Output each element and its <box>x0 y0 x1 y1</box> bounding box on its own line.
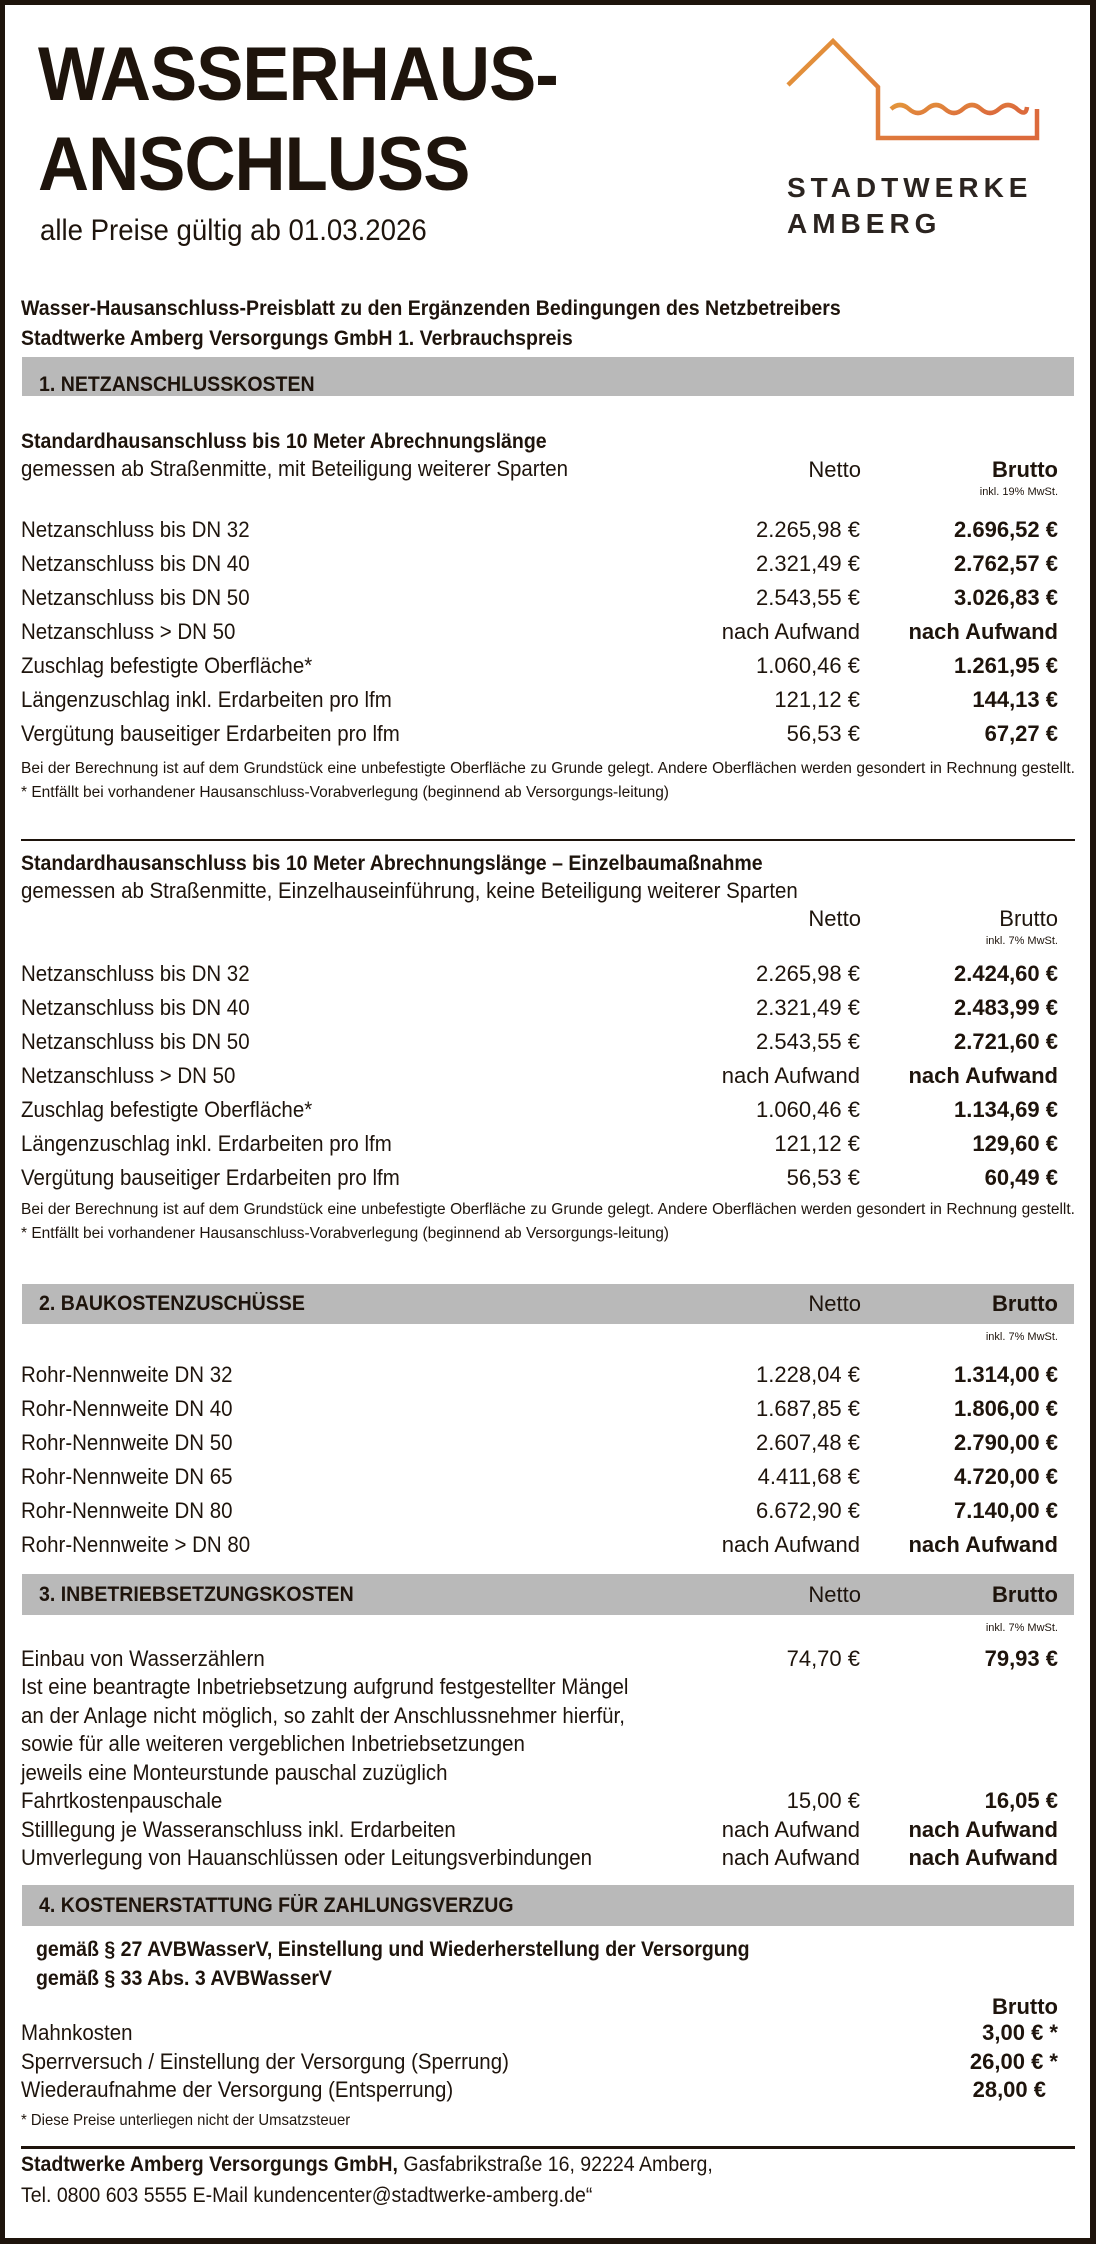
section-4-header <box>22 1885 1074 1926</box>
block-a-subheading: gemessen ab Straßenmitte, mit Beteiligung weiterer Sparten <box>21 456 569 481</box>
logo-line-2: AMBERG <box>787 208 942 239</box>
section-4-title: 4. KOSTENERSTATTUNG FÜR ZAHLUNGSVERZUG <box>39 1894 514 1917</box>
row-brutto: nach Aufwand <box>908 1816 1058 1842</box>
row-netto: 2.543,55 € <box>756 1029 860 1054</box>
row-label: Mahnkosten <box>21 2020 133 2045</box>
row-brutto: nach Aufwand <box>908 1532 1058 1557</box>
column-brutto-label: Brutto <box>992 457 1058 482</box>
row-netto: 1.228,04 € <box>756 1362 860 1387</box>
block-a-heading: Standardhausanschluss bis 10 Meter Abrechnungslänge <box>21 430 547 453</box>
row-label: Stilllegung je Wasseranschluss inkl. Erdarbeiten <box>21 1816 456 1842</box>
row-netto: 2.607,48 € <box>756 1430 860 1455</box>
row-brutto: 144,13 € <box>972 687 1058 712</box>
vat-note: inkl. 7% MwSt. <box>985 935 1058 947</box>
section-2-header <box>22 1284 1074 1324</box>
row-label: Umverlegung von Hauanschlüssen oder Leitungsverbindungen <box>21 1845 592 1870</box>
row-netto: 56,53 € <box>786 1165 860 1190</box>
page-title <box>38 30 558 210</box>
row-netto: 74,70 € <box>786 1646 860 1671</box>
row-netto: 2.321,49 € <box>756 551 860 576</box>
row-label: Zuschlag befestigte Oberfläche* <box>21 653 313 678</box>
table-row <box>21 1645 1058 1674</box>
row-netto: 2.265,98 € <box>756 517 860 542</box>
table-row <box>21 957 1058 991</box>
table-row <box>21 1816 1058 1845</box>
section-4-subtitle-1: gemäß § 27 AVBWasserV, Einstellung und Wiederherstellung der Versorgung <box>36 1938 750 1961</box>
section-2-title: 2. BAUKOSTENZUSCHÜSSE <box>39 1292 305 1315</box>
row-label: Wiederaufnahme der Versorgung (Entsperrung) <box>21 2077 454 2102</box>
row-brutto: 2.483,99 € <box>954 995 1058 1020</box>
row-brutto: 1.261,95 € <box>954 653 1058 678</box>
table-row <box>21 1494 1058 1528</box>
block-b-subheading: gemessen ab Straßenmitte, Einzelhauseinführung, keine Beteiligung weiterer Sparten <box>21 878 798 903</box>
intro-line-1: Wasser-Hausanschluss-Preisblatt zu den Ergänzenden Bedingungen des Netzbetreibers <box>21 297 841 320</box>
row-label: Längenzuschlag inkl. Erdarbeiten pro lfm <box>21 1131 392 1156</box>
table-row <box>21 1392 1058 1426</box>
table-row <box>21 513 1058 547</box>
paragraph-line: an der Anlage nicht möglich, so zahlt der Anschlussnehmer hierfür, <box>21 1702 625 1728</box>
row-brutto: 2.696,52 € <box>954 517 1058 542</box>
row-brutto: 16,05 € <box>984 1788 1058 1813</box>
row-brutto: 1.806,00 € <box>954 1396 1058 1421</box>
row-brutto: nach Aufwand <box>908 1845 1058 1870</box>
row-label: Zuschlag befestigte Oberfläche* <box>21 1097 313 1122</box>
row-brutto: 2.424,60 € <box>954 961 1058 986</box>
validity-date: alle Preise gültig ab 01.03.2026 <box>40 214 427 247</box>
row-brutto: 67,27 € <box>984 721 1058 746</box>
row-brutto: nach Aufwand <box>908 619 1058 644</box>
row-label: Netzanschluss bis DN 32 <box>21 517 250 542</box>
row-label: Netzanschluss bis DN 32 <box>21 961 250 986</box>
row-netto: nach Aufwand <box>721 1063 860 1088</box>
paragraph-line: Ist eine beantragte Inbetriebsetzung aufgrund festgestellter Mängel <box>21 1674 629 1699</box>
table-row <box>21 2076 1058 2105</box>
intro-text <box>21 294 841 354</box>
table-row <box>21 1358 1058 1392</box>
vat-footnote: * Diese Preise unterliegen nicht der Umsatzsteuer <box>21 2112 351 2129</box>
table-row <box>21 615 1058 649</box>
title-line-2: ANSCHLUSS <box>38 122 470 207</box>
section-4-subtitle-2: gemäß § 33 Abs. 3 AVBWasserV <box>36 1967 332 1990</box>
table-row <box>21 683 1058 717</box>
row-netto: 4.411,68 € <box>757 1464 860 1489</box>
row-label: Vergütung bauseitiger Erdarbeiten pro lfm <box>21 1165 400 1190</box>
row-label: Rohr-Nennweite DN 80 <box>21 1498 233 1523</box>
column-brutto-label: Brutto <box>992 1994 1058 2019</box>
row-label: Rohr-Nennweite DN 32 <box>21 1362 233 1387</box>
footer-address: Gasfabrikstraße 16, 92224 Amberg, <box>397 2153 713 2176</box>
footer-company: Stadtwerke Amberg Versorgungs GmbH, <box>21 2153 398 2176</box>
row-netto: 15,00 € <box>786 1788 860 1813</box>
row-netto: 1.687,85 € <box>756 1396 860 1421</box>
row-brutto: 1.314,00 € <box>954 1362 1058 1387</box>
row-brutto: 4.720,00 € <box>954 1464 1058 1489</box>
row-brutto: 79,93 € <box>984 1646 1058 1671</box>
row-brutto: 3,00 € * <box>982 2020 1058 2045</box>
table-row <box>21 1093 1058 1127</box>
section-3-paragraph <box>21 1673 628 1787</box>
row-brutto: 2.762,57 € <box>954 551 1058 576</box>
title-line-1: WASSERHAUS- <box>38 32 558 117</box>
column-brutto-label: Brutto <box>992 1582 1058 1607</box>
row-label: Netzanschluss bis DN 40 <box>21 551 250 576</box>
block-a-note: Bei der Berechnung ist auf dem Grundstück eine unbefestigte Oberfläche zu Grunde gelegt. Andere Oberflächen werden gesondert in Rechnung gestellt. * Entfällt bei vorhandener Hausanschluss-Vorabverlegung (beginnend ab Versorgungs-leitung) <box>21 760 1075 801</box>
table-row <box>21 1161 1058 1195</box>
column-brutto-label: Brutto <box>999 906 1058 931</box>
logo-wordmark <box>787 170 1032 242</box>
row-label: Einbau von Wasserzählern <box>21 1646 265 1671</box>
section-1-title: 1. NETZANSCHLUSSKOSTEN <box>39 373 315 396</box>
table-row <box>21 2019 1058 2048</box>
vat-note: inkl. 19% MwSt. <box>979 486 1058 498</box>
table-row <box>21 1460 1058 1494</box>
row-netto: nach Aufwand <box>721 619 860 644</box>
row-label: Netzanschluss bis DN 40 <box>21 995 250 1020</box>
column-netto-label: Netto <box>808 1291 861 1316</box>
table-row <box>21 1844 1058 1873</box>
column-netto-label: Netto <box>808 1582 861 1607</box>
row-label: Sperrversuch / Einstellung der Versorgung (Sperrung) <box>21 2048 509 2074</box>
section-2-price-table <box>21 1358 1058 1562</box>
section-1-header <box>22 357 1074 396</box>
row-label: Fahrtkostenpauschale <box>21 1788 223 1813</box>
section-4-price-table <box>21 2019 1058 2105</box>
row-brutto: 26,00 € * <box>969 2048 1058 2074</box>
block-b-price-table <box>21 957 1058 1195</box>
row-brutto: 2.721,60 € <box>954 1029 1058 1054</box>
row-netto: 121,12 € <box>774 687 860 712</box>
table-row <box>21 547 1058 581</box>
footer-phone-email: Tel. 0800 603 5555 E-Mail kundencenter@stadtwerke-amberg.de“ <box>21 2184 593 2207</box>
row-netto: 56,53 € <box>786 721 860 746</box>
section-3-price-table <box>21 1787 1058 1873</box>
paragraph-line: sowie für alle weiteren vergeblichen Inbetriebsetzungen <box>21 1731 525 1756</box>
block-b-heading: Standardhausanschluss bis 10 Meter Abrechnungslänge – Einzelbaumaßnahme <box>21 852 763 875</box>
row-netto: 2.321,49 € <box>756 995 860 1020</box>
table-row <box>21 1059 1058 1093</box>
column-netto-label: Netto <box>808 457 861 482</box>
block-b-note: Bei der Berechnung ist auf dem Grundstück eine unbefestigte Oberfläche zu Grunde gelegt. Andere Oberflächen werden gesondert in Rechnung gestellt. * Entfällt bei vorhandener Hausanschluss-Vorabverlegung (beginnend ab Versorgungs-leitung) <box>21 1201 1075 1242</box>
row-label: Rohr-Nennweite DN 65 <box>21 1464 233 1489</box>
column-brutto-label: Brutto <box>992 1291 1058 1316</box>
row-brutto: 28,00 € <box>972 2077 1046 2102</box>
row-label: Längenzuschlag inkl. Erdarbeiten pro lfm <box>21 687 392 712</box>
row-brutto: 7.140,00 € <box>954 1498 1058 1523</box>
paragraph-line: jeweils eine Monteurstunde pauschal zuzüglich <box>21 1759 448 1785</box>
row-brutto: nach Aufwand <box>908 1063 1058 1088</box>
row-label: Netzanschluss > DN 50 <box>21 619 236 644</box>
row-label: Rohr-Nennweite DN 40 <box>21 1396 233 1421</box>
footer-contact <box>21 2149 713 2211</box>
row-netto: nach Aufwand <box>721 1816 860 1842</box>
row-netto: 2.265,98 € <box>756 961 860 986</box>
row-netto: 121,12 € <box>774 1131 860 1156</box>
row-label: Netzanschluss bis DN 50 <box>21 585 250 610</box>
table-row <box>21 1787 1058 1816</box>
row-netto: 6.672,90 € <box>756 1498 860 1523</box>
intro-line-2: Stadtwerke Amberg Versorgungs GmbH 1. Verbrauchspreis <box>21 327 573 350</box>
section-3-first-row <box>21 1645 1058 1674</box>
row-brutto: 1.134,69 € <box>954 1097 1058 1122</box>
row-label: Rohr-Nennweite DN 50 <box>21 1430 233 1455</box>
row-netto: 2.543,55 € <box>756 585 860 610</box>
row-netto: 1.060,46 € <box>756 653 860 678</box>
row-label: Netzanschluss bis DN 50 <box>21 1029 250 1054</box>
section-3-header <box>22 1574 1074 1615</box>
table-row <box>21 1127 1058 1161</box>
row-label: Vergütung bauseitiger Erdarbeiten pro lfm <box>21 721 400 746</box>
house-water-logo-icon <box>780 30 1050 150</box>
row-netto: 1.060,46 € <box>756 1097 860 1122</box>
section-3-title: 3. INBETRIEBSETZUNGSKOSTEN <box>39 1583 354 1606</box>
table-row <box>21 717 1058 751</box>
row-brutto: 2.790,00 € <box>954 1430 1058 1455</box>
divider <box>21 839 1075 841</box>
table-row <box>21 1025 1058 1059</box>
block-a-price-table <box>21 513 1058 751</box>
row-brutto: 129,60 € <box>972 1131 1058 1156</box>
row-netto: nach Aufwand <box>721 1532 860 1557</box>
vat-note: inkl. 7% MwSt. <box>985 1622 1058 1634</box>
table-row <box>21 1426 1058 1460</box>
row-brutto: 3.026,83 € <box>954 585 1058 610</box>
table-row <box>21 991 1058 1025</box>
row-brutto: 60,49 € <box>984 1165 1058 1190</box>
table-row <box>21 1528 1058 1562</box>
table-row <box>21 581 1058 615</box>
row-netto: nach Aufwand <box>721 1845 860 1870</box>
table-row <box>21 2048 1058 2077</box>
table-row <box>21 649 1058 683</box>
row-label: Netzanschluss > DN 50 <box>21 1063 236 1088</box>
column-netto-label: Netto <box>808 906 861 931</box>
logo-line-1: STADTWERKE <box>787 172 1033 203</box>
row-label: Rohr-Nennweite > DN 80 <box>21 1532 251 1557</box>
vat-note: inkl. 7% MwSt. <box>985 1331 1058 1343</box>
